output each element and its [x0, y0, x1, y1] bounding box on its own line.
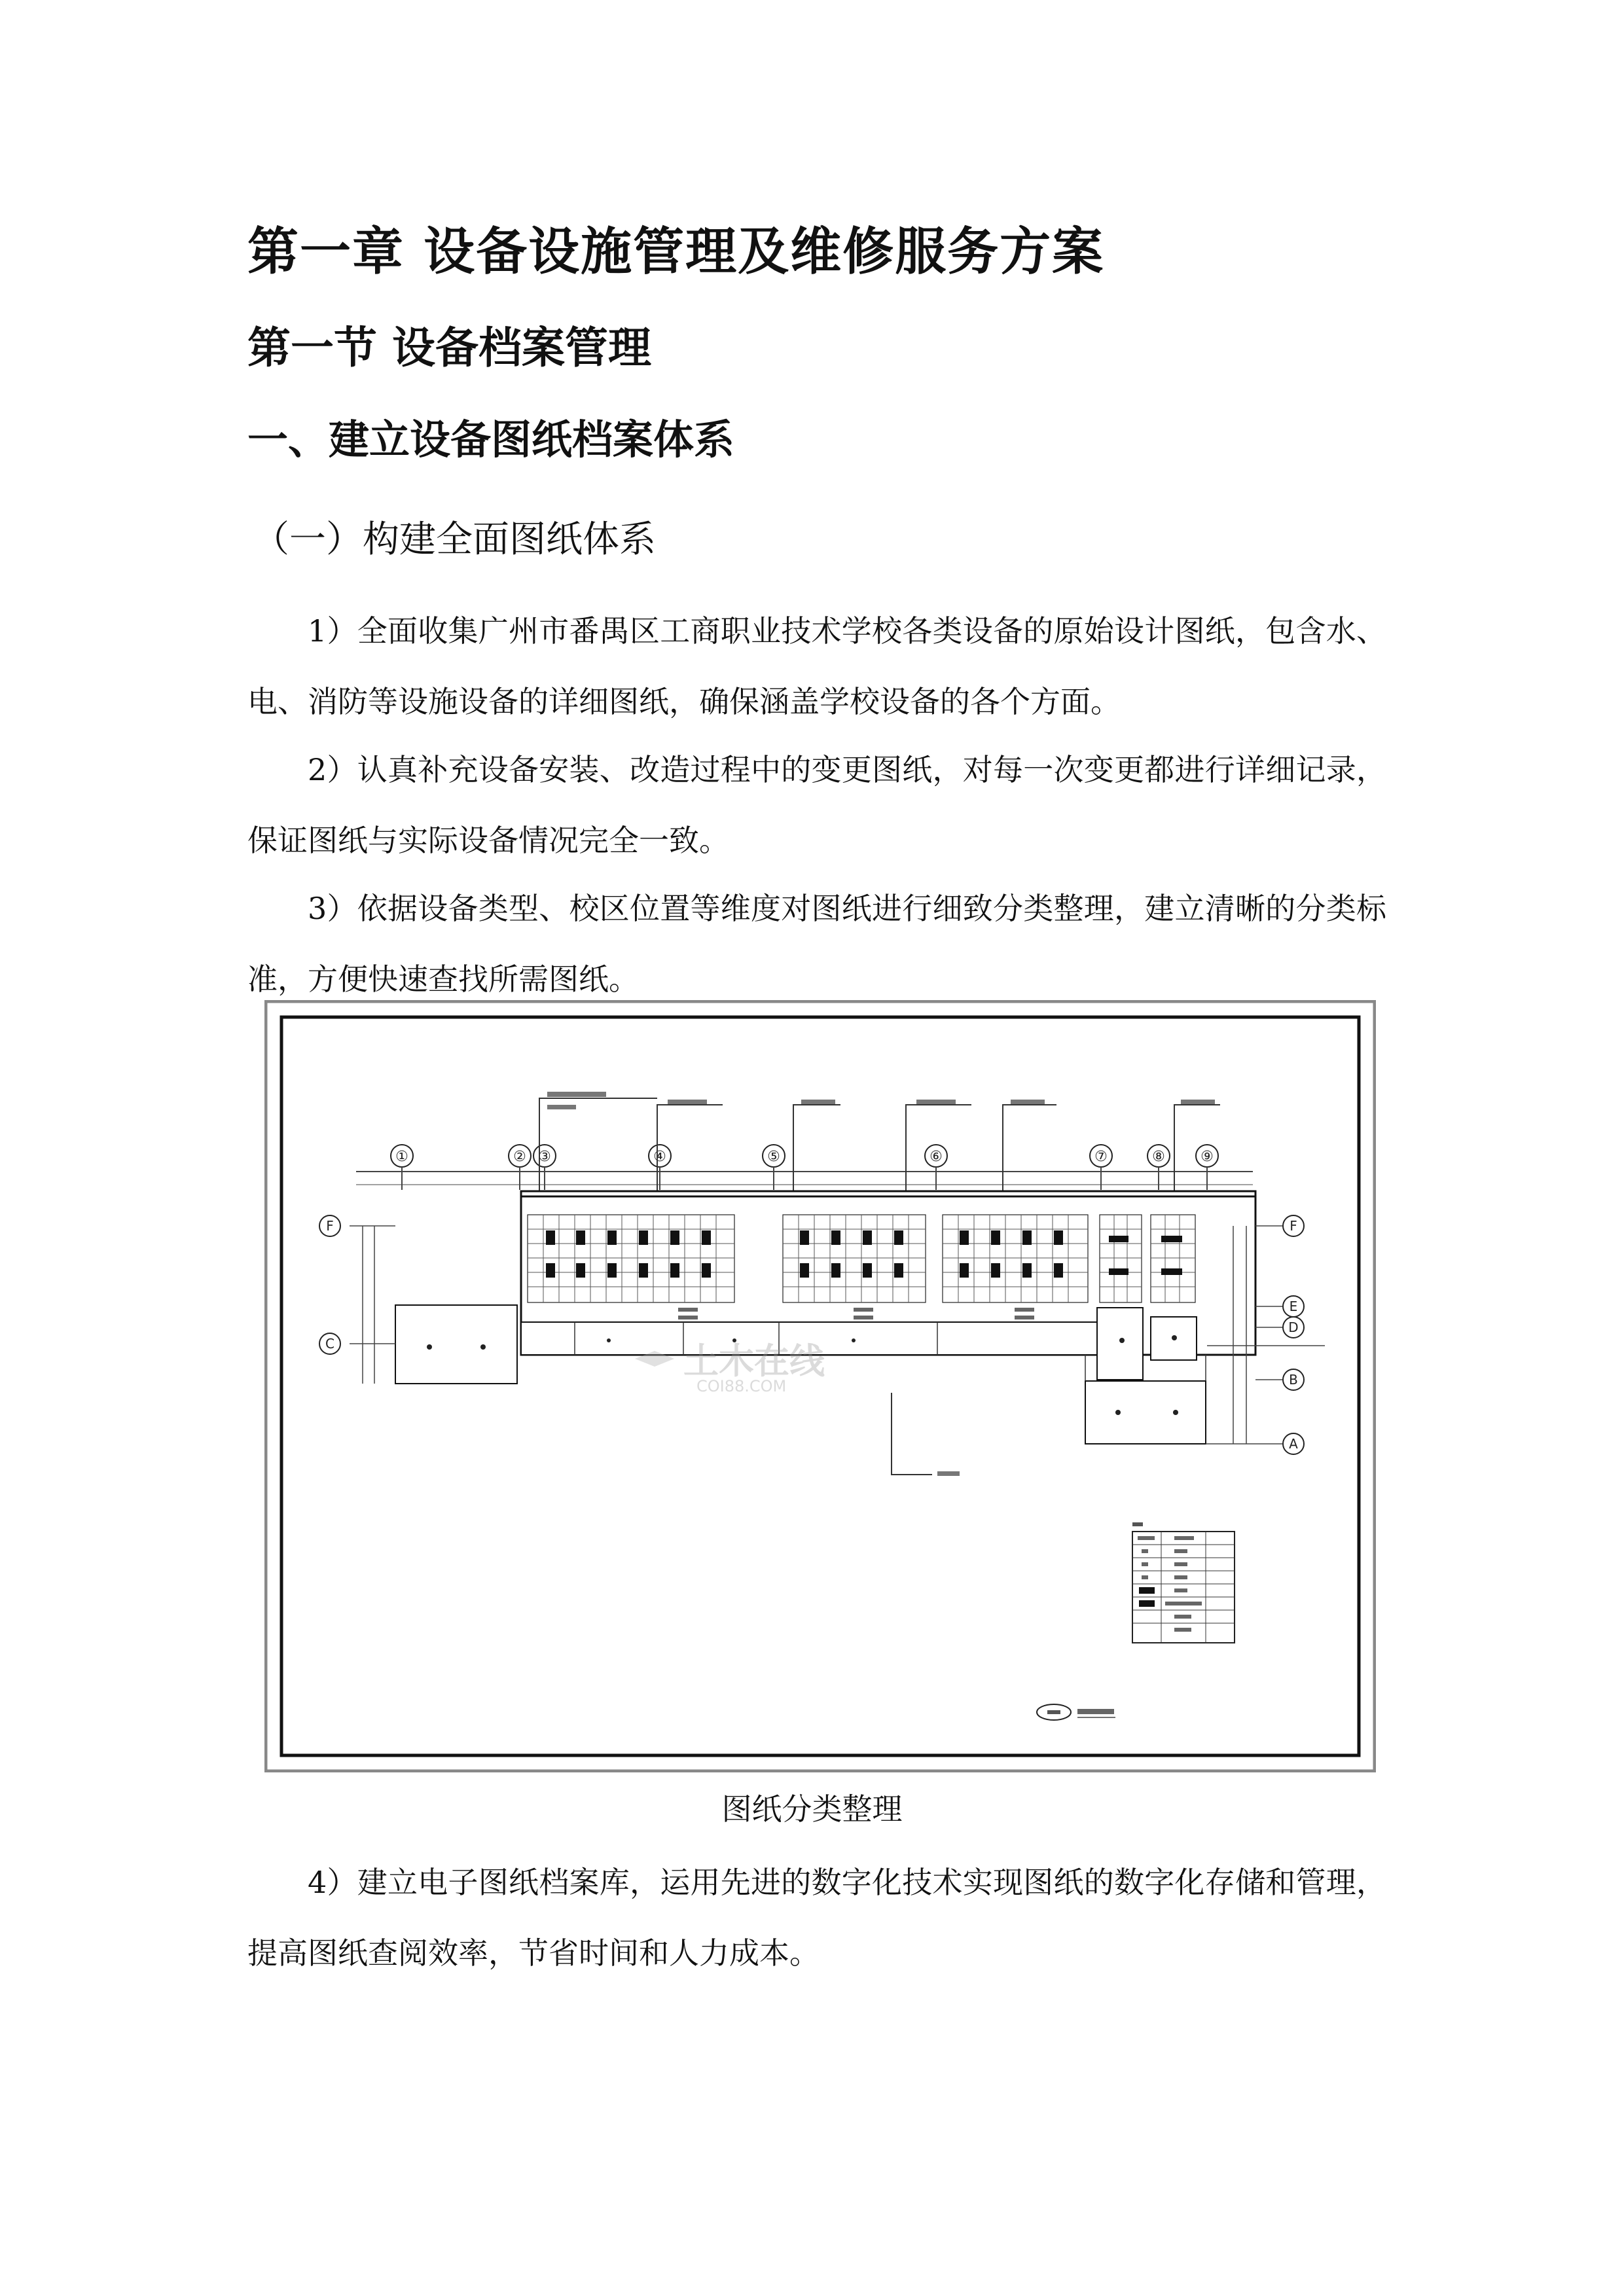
svg-text:B: B [1289, 1372, 1298, 1388]
row-axis-right-A [1283, 1433, 1304, 1454]
column-axis-2 [509, 1145, 531, 1167]
svg-text:F: F [1290, 1218, 1297, 1234]
svg-text:②: ② [513, 1149, 526, 1165]
row-axis-left-C [319, 1333, 340, 1354]
row-axis-right-F [1283, 1215, 1304, 1236]
floor-plan-svg [264, 1000, 1376, 1772]
legend-table [1132, 1522, 1235, 1643]
svg-text:⑤: ⑤ [767, 1149, 780, 1165]
column-axis-7 [1090, 1145, 1112, 1167]
paragraph-2: 2）认真补充设备安装、改造过程中的变更图纸，对每一次变更都进行详细记录，保证图纸与实际设备情况完全一致。 [247, 752, 1386, 858]
chapter-title: 第一章 设备设施管理及维修服务方案 [247, 223, 1105, 281]
row-axis-right-E [1283, 1296, 1304, 1317]
row-axis-right-D [1283, 1317, 1304, 1338]
svg-text:⑧: ⑧ [1152, 1149, 1165, 1165]
watermark-subtext: COI88.COM [696, 1377, 787, 1395]
svg-text:⑥: ⑥ [929, 1149, 943, 1165]
row-axis-left-F [319, 1215, 340, 1236]
section-title: 第一节 设备档案管理 [247, 323, 651, 373]
column-axis-4 [649, 1145, 671, 1167]
figure-caption: 图纸分类整理 [721, 1791, 903, 1827]
watermark-text: 土木在线 [683, 1340, 825, 1382]
paragraph-3: 3）依据设备类型、校区位置等维度对图纸进行细致分类整理，建立清晰的分类标准，方便快速查找所需图纸。 [247, 891, 1386, 997]
svg-text:⑨: ⑨ [1200, 1149, 1214, 1165]
column-axis-9 [1196, 1145, 1218, 1167]
svg-text:E: E [1289, 1299, 1298, 1314]
row-axis-right-B [1283, 1369, 1304, 1390]
svg-text:⑦: ⑦ [1094, 1149, 1108, 1165]
paragraph-4: 4）建立电子图纸档案库，运用先进的数字化技术实现图纸的数字化存储和管理，提高图纸查阅效率，节省时间和人力成本。 [247, 1865, 1386, 1971]
column-axis-3 [533, 1145, 556, 1167]
svg-text:①: ① [395, 1149, 408, 1165]
item-title: （一）构建全面图纸体系 [253, 518, 656, 561]
svg-text:D: D [1288, 1319, 1299, 1335]
svg-text:A: A [1289, 1436, 1298, 1452]
subsection-title: 一、建立设备图纸档案体系 [247, 416, 735, 463]
floor-plan-drawing [264, 1000, 1376, 1772]
column-axis-5 [763, 1145, 785, 1167]
svg-text:C: C [325, 1336, 334, 1352]
svg-text:F: F [326, 1218, 334, 1234]
column-axis-8 [1147, 1145, 1170, 1167]
svg-text:③: ③ [538, 1149, 551, 1165]
paragraph-1: 1）全面收集广州市番禺区工商职业技术学校各类设备的原始设计图纸，包含水、电、消防等设施设备的详细图纸，确保涵盖学校设备的各个方面。 [247, 613, 1386, 719]
column-axis-6 [925, 1145, 947, 1167]
column-axis-1 [391, 1145, 413, 1167]
svg-text:④: ④ [653, 1149, 666, 1165]
